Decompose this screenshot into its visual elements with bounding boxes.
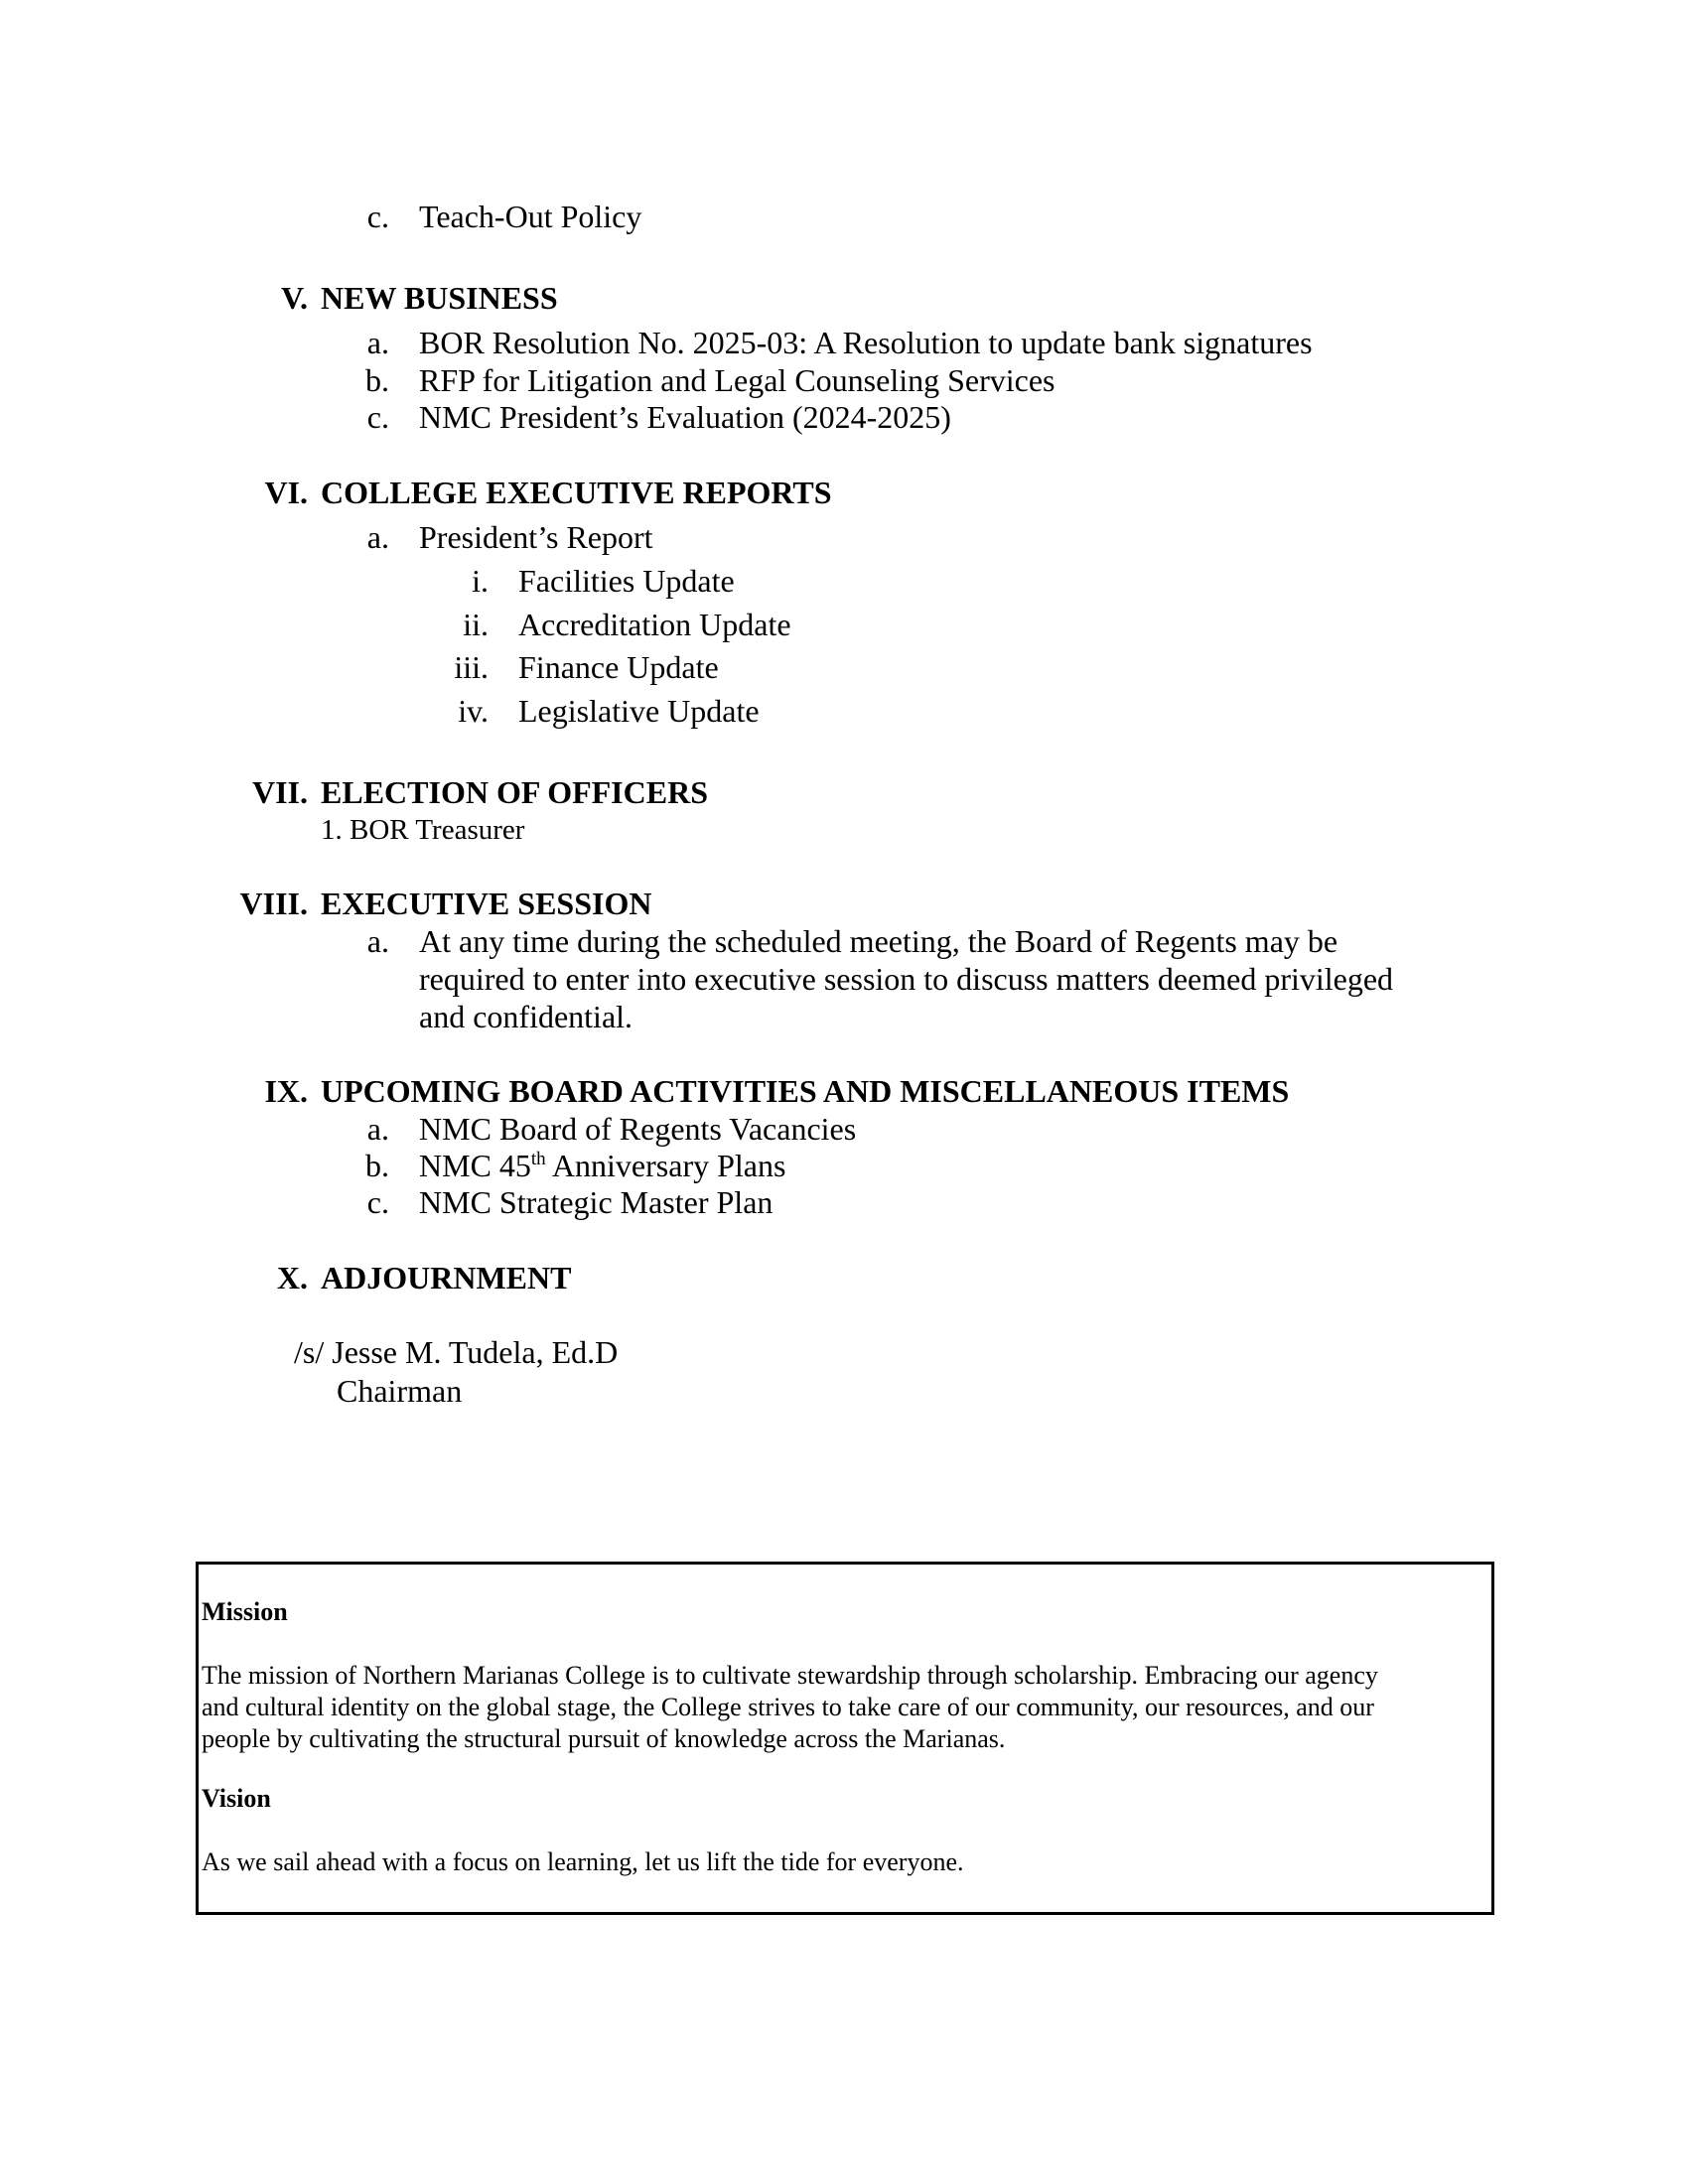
signature-title: Chairman	[337, 1373, 463, 1409]
section-vii-title: ELECTION OF OFFICERS	[321, 774, 708, 810]
section-ix-item-c-marker: c.	[366, 1184, 389, 1220]
section-ix-title: UPCOMING BOARD ACTIVITIES AND MISCELLANEOUS ITEMS	[321, 1073, 1290, 1109]
section-ix-item-c-text: NMC Strategic Master Plan	[419, 1184, 774, 1220]
mission-line-2: and cultural identity on the global stage, the College strives to take care of our community, our resources, and our	[202, 1693, 1374, 1721]
section-viii-item-a-marker: a.	[366, 923, 389, 959]
section-vi-subitem-ii-marker: ii.	[463, 607, 489, 642]
section-v-item-b-marker: b.	[365, 362, 389, 398]
section-vi-item-a-text: President’s Report	[419, 519, 653, 555]
section-vi-item-a-marker: a.	[366, 519, 389, 555]
section-vii-item-1-text: BOR Treasurer	[350, 814, 525, 846]
section-v-item-c-marker: c.	[366, 399, 389, 435]
section-ix-item-b-text-after: Anniversary Plans	[545, 1148, 786, 1183]
section-v-title: NEW BUSINESS	[321, 280, 558, 316]
section-ix-item-a-marker: a.	[366, 1111, 389, 1147]
section-v-numeral: V.	[281, 280, 308, 316]
section-x-numeral: X.	[276, 1260, 308, 1296]
section-vi-subitem-i-text: Facilities Update	[518, 563, 735, 599]
section-viii-item-a-line-3: and confidential.	[419, 999, 633, 1034]
section-ix-item-b-text	[419, 1147, 785, 1184]
section-v-item-a-marker: a.	[366, 325, 389, 360]
carry-over-text: Teach-Out Policy	[419, 199, 642, 234]
mission-line-3: people by cultivating the structural pursuit of knowledge across the Marianas.	[202, 1724, 1006, 1753]
section-ix-item-b-superscript: th	[530, 1149, 546, 1169]
section-x-title: ADJOURNMENT	[321, 1260, 572, 1296]
signature-line: /s/ Jesse M. Tudela, Ed.D	[294, 1334, 619, 1370]
section-viii-title: EXECUTIVE SESSION	[321, 886, 652, 921]
section-v-item-b-text: RFP for Litigation and Legal Counseling Services	[419, 362, 1055, 398]
section-ix-numeral: IX.	[264, 1073, 308, 1109]
section-vi-subitem-i-marker: i.	[472, 563, 489, 599]
section-vii-item-1	[321, 811, 524, 849]
section-vi-subitem-iv-text: Legislative Update	[518, 693, 760, 729]
section-vi-subitem-iii-marker: iii.	[454, 649, 489, 685]
vision-title: Vision	[202, 1784, 271, 1813]
section-vii-item-1-marker: 1.	[321, 814, 343, 846]
section-vi-subitem-iv-marker: iv.	[458, 693, 489, 729]
section-v-item-c-text: NMC President’s Evaluation (2024-2025)	[419, 399, 951, 435]
section-viii-item-a-line-1: At any time during the scheduled meeting, the Board of Regents may be	[419, 923, 1338, 959]
mission-vision-box	[196, 1562, 1494, 1915]
section-vi-title: COLLEGE EXECUTIVE REPORTS	[321, 475, 832, 510]
mission-line-1: The mission of Northern Marianas College is to cultivate stewardship through scholarship. Embracing our agency	[202, 1661, 1378, 1690]
section-v-item-a-text: BOR Resolution No. 2025-03: A Resolution to update bank signatures	[419, 325, 1313, 360]
section-ix-item-a-text: NMC Board of Regents Vacancies	[419, 1111, 857, 1147]
section-ix-item-b-text-before: NMC 45	[419, 1148, 531, 1183]
section-vi-numeral: VI.	[264, 475, 308, 510]
section-ix-item-b-marker: b.	[365, 1148, 389, 1183]
section-viii-numeral: VIII.	[239, 886, 308, 921]
section-vi-subitem-iii-text: Finance Update	[518, 649, 719, 685]
section-vi-subitem-ii-text: Accreditation Update	[518, 607, 791, 642]
mission-title: Mission	[202, 1597, 288, 1626]
section-vii-numeral: VII.	[251, 774, 308, 810]
carry-over-marker: c.	[366, 199, 389, 234]
vision-text: As we sail ahead with a focus on learning, let us lift the tide for everyone.	[202, 1847, 964, 1876]
section-viii-item-a-line-2: required to enter into executive session to discuss matters deemed privileged	[419, 961, 1394, 997]
